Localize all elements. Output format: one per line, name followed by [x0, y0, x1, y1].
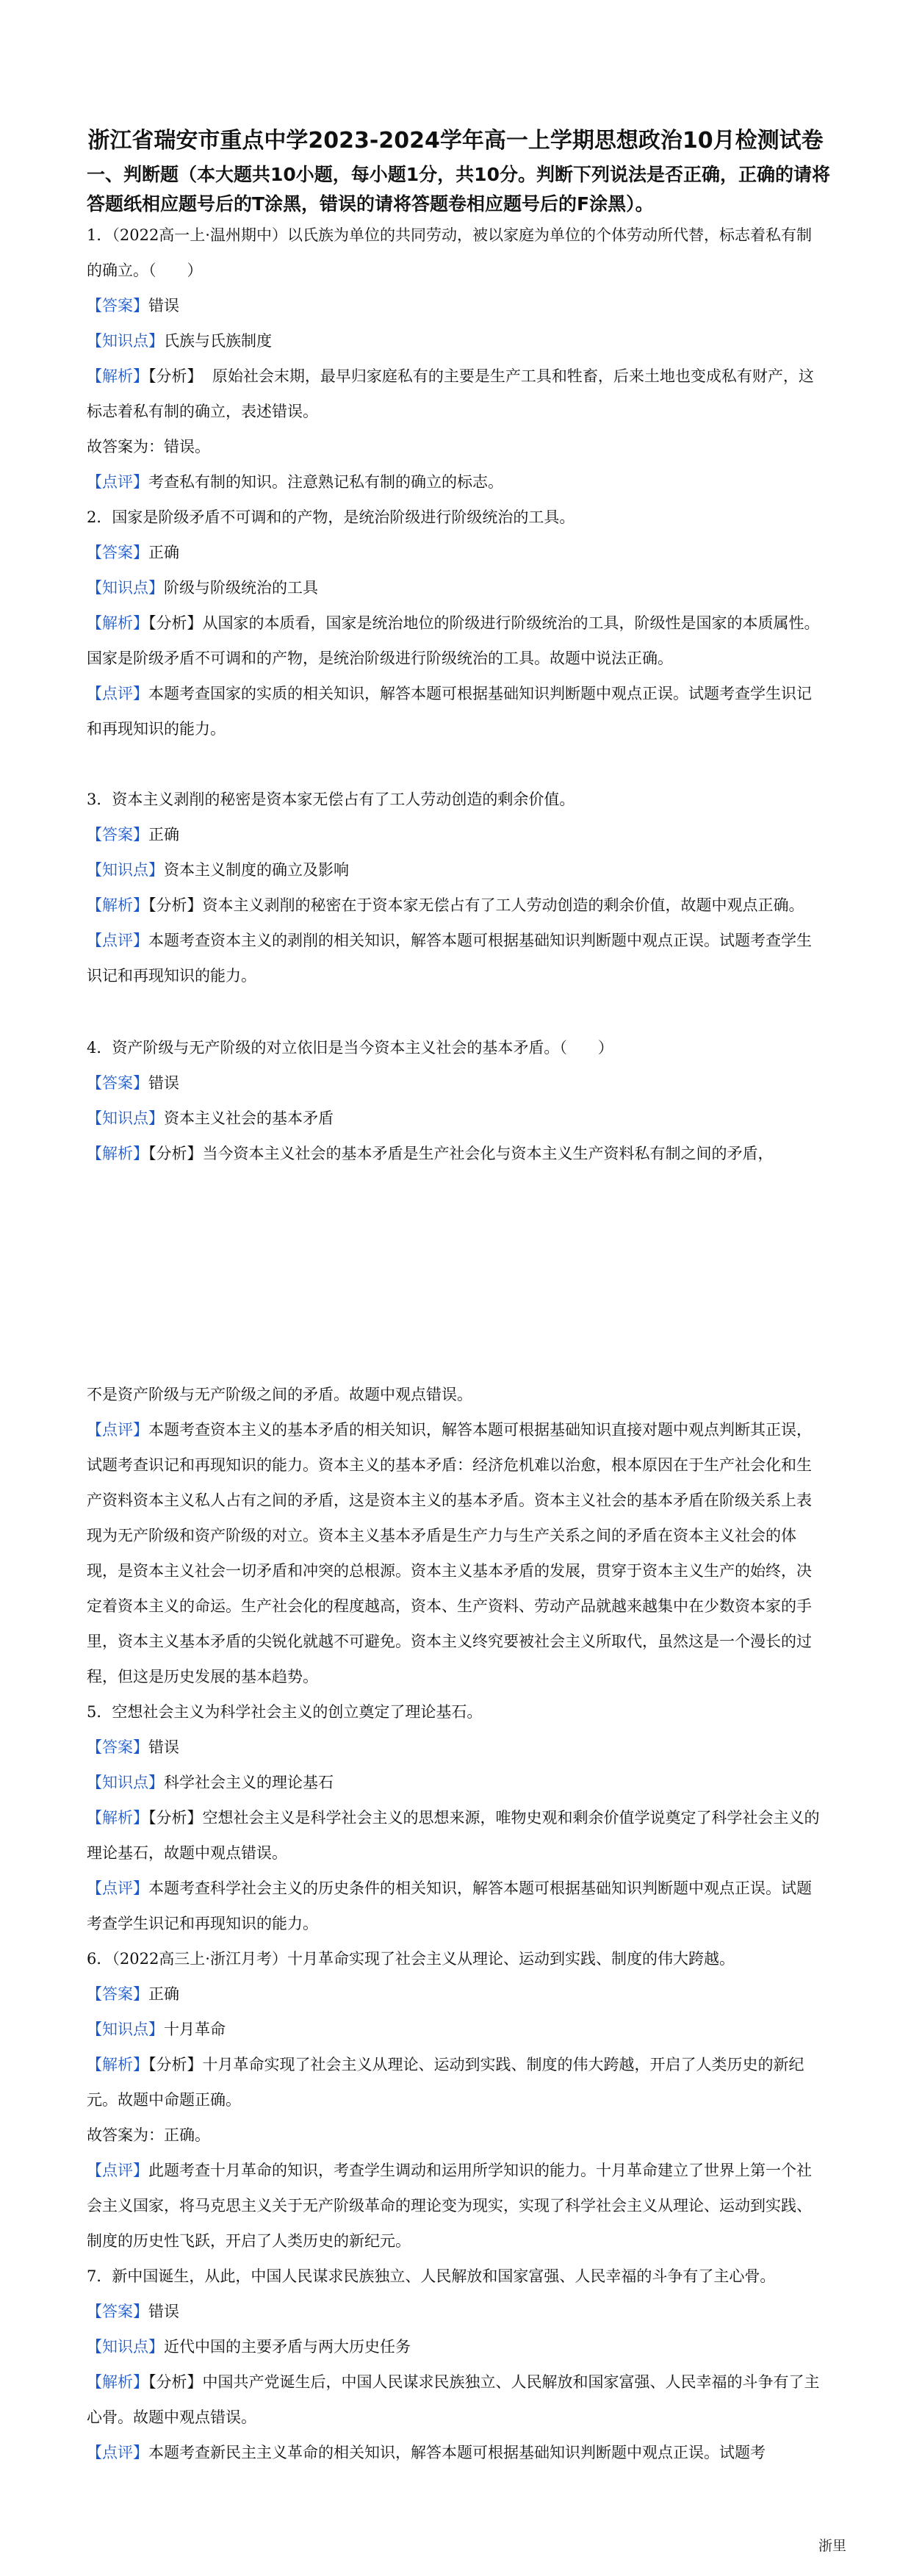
analysis-line: 【解析】【分析】当今资本主义社会的基本矛盾是生产社会化与资本主义生产资料私有制之间的矛盾， — [87, 1145, 774, 1162]
knowledge-point-line: 【知识点】近代中国的主要矛盾与两大历史任务 — [87, 2338, 411, 2356]
page-footer: 浙里 — [818, 2538, 846, 2554]
analysis-sub-label: 【分析】 — [148, 2373, 203, 2391]
answer-line: 【答案】正确 — [87, 826, 179, 843]
analysis-text: 资本主义剥削的秘密在于资本家无偿占有了工人劳动创造的剩余价值，故题中观点正确。 — [202, 896, 804, 914]
answer-line: 【答案】错误 — [87, 1074, 179, 1092]
knowledge-point-value: 阶级与阶级统治的工具 — [164, 579, 318, 597]
answer-label: 答案 — [102, 544, 133, 561]
comment-line: 【点评】本题考查新民主主义革命的相关知识，解答本题可根据基础知识判断题中观点正误。试题考 — [87, 2444, 766, 2461]
answer-line: 【答案】错误 — [87, 2303, 179, 2320]
knowledge-point-line: 【知识点】资本主义社会的基本矛盾 — [87, 1109, 334, 1127]
exam-title: 浙江省瑞安市重点中学2023-2024学年高一上学期思想政治10月检测试卷 — [87, 128, 824, 154]
knowledge-point-label: 知识点 — [102, 1774, 148, 1791]
comment-label: 点评 — [102, 473, 133, 491]
question-block-1 — [87, 217, 824, 500]
comment-text: 此题考查十月革命的知识，考查学生调动和运用所学知识的能力。十月革命建立了世界上第一个社会主义国家，将马克思主义关于无产阶级革命的理论变为现实，实现了科学社会主义从理论、运动到实践、制度的历史性飞跃，开启了人类历史的新纪元。 — [87, 2162, 812, 2250]
knowledge-point-line: 【知识点】十月革命 — [87, 2021, 226, 2038]
knowledge-point-label: 知识点 — [102, 1109, 148, 1127]
analysis-sub-label: 【分析】 — [148, 1809, 203, 1827]
analysis-sub-label: 【分析】 — [148, 2056, 203, 2073]
answer-label: 答案 — [102, 2303, 133, 2320]
analysis-line: 【解析】【分析】十月革命实现了社会主义从理论、运动到实践、制度的伟大跨越，开启了人类历史的新纪元。故题中命题正确。 — [87, 2056, 804, 2109]
question-block-4-continued — [87, 1377, 824, 1694]
comment-line: 【点评】本题考查科学社会主义的历史条件的相关知识，解答本题可根据基础知识判断题中观点正误。试题考查学生识记和再现知识的能力。 — [87, 1879, 812, 1932]
answer-value: 错误 — [148, 2303, 179, 2320]
knowledge-point-label: 知识点 — [102, 332, 148, 350]
analysis-line: 【解析】【分析】 原始社会末期，最早归家庭私有的主要是生产工具和牲畜，后来土地也变成私有财产，这标志着私有制的确立，表述错误。 — [87, 367, 814, 420]
analysis-text: 当今资本主义社会的基本矛盾是生产社会化与资本主义生产资料私有制之间的矛盾， — [202, 1145, 774, 1162]
comment-label: 点评 — [102, 932, 133, 949]
question-text: 2．国家是阶级矛盾不可调和的产物，是统治阶级进行阶级统治的工具。 — [87, 508, 575, 526]
answer-value: 正确 — [148, 826, 179, 843]
question-block-7 — [87, 2259, 824, 2470]
analysis-line: 【解析】【分析】资本主义剥削的秘密在于资本家无偿占有了工人劳动创造的剩余价值，故题中观点正确。 — [87, 896, 804, 914]
comment-label: 点评 — [102, 2444, 133, 2461]
question-block-6 — [87, 1941, 824, 2259]
question-text: 1．（2022高一上·温州期中）以氏族为单位的共同劳动，被以家庭为单位的个体劳动所代替，标志着私有制的确立。（ ） — [87, 226, 812, 279]
knowledge-point-line: 【知识点】氏族与氏族制度 — [87, 332, 272, 350]
question-block-3 — [87, 782, 824, 993]
section-heading: 一、判断题（本大题共10小题，每小题1分，共10分。判断下列说法是否正确，正确的请将答题纸相应题号后的T涂黑，错误的请将答题卷相应题号后的F涂黑）。 — [87, 164, 830, 215]
comment-line: 【点评】本题考查国家的实质的相关知识，解答本题可根据基础知识判断题中观点正误。试题考查学生识记和再现知识的能力。 — [87, 685, 812, 738]
analysis-text: 原始社会末期，最早归家庭私有的主要是生产工具和牲畜，后来土地也变成私有财产，这标志着私有制的确立，表述错误。 — [87, 367, 814, 420]
answer-value: 正确 — [148, 544, 179, 561]
knowledge-point-value: 十月革命 — [164, 2021, 226, 2038]
question-text: 4．资产阶级与无产阶级的对立依旧是当今资本主义社会的基本矛盾。（ ） — [87, 1039, 613, 1057]
answer-value: 错误 — [148, 297, 179, 314]
answer-value: 错误 — [148, 1738, 179, 1756]
comment-line: 【点评】本题考查资本主义的基本矛盾的相关知识，解答本题可根据基础知识直接对题中观点判断其正误，试题考查识记和再现知识的能力。资本主义的基本矛盾：经济危机难以治愈，根本原因在于生产社会化和生产资料资本主义私人占有之间的矛盾，这是资本主义的基本矛盾。资本主义社会的基本矛盾在阶级关系上表现为无产阶级和资产阶级的对立。资本主义基本矛盾是生产力与生产关系之间的矛盾在资本主义社会的体现，是资本主义社会一切矛盾和冲突的总根源。资本主义基本矛盾的发展，贯穿于资本主义生产的始终，决定着资本主义的命运。生产社会化的程度越高，资本、生产资料、劳动产品就越来越集中在少数资本家的手里，资本主义基本矛盾的尖锐化就越不可避免。资本主义终究要被社会主义所取代，虽然这是一个漫长的过程，但这是历史发展的基本趋势。 — [87, 1421, 812, 1685]
analysis-line: 【解析】【分析】中国共产党诞生后，中国人民谋求民族独立、人民解放和国家富强、人民幸福的斗争有了主心骨。故题中观点错误。 — [87, 2373, 820, 2426]
comment-label: 点评 — [102, 1421, 133, 1439]
analysis-continued: 不是资产阶级与无产阶级之间的矛盾。故题中观点错误。 — [87, 1386, 472, 1403]
analysis-text: 十月革命实现了社会主义从理论、运动到实践、制度的伟大跨越，开启了人类历史的新纪元。故题中命题正确。 — [87, 2056, 804, 2109]
knowledge-point-label: 知识点 — [102, 2021, 148, 2038]
analysis-text: 中国共产党诞生后，中国人民谋求民族独立、人民解放和国家富强、人民幸福的斗争有了主心骨。故题中观点错误。 — [87, 2373, 820, 2426]
knowledge-point-value: 资本主义制度的确立及影响 — [164, 861, 349, 879]
comment-label: 点评 — [102, 1879, 133, 1897]
answer-value: 错误 — [148, 1074, 179, 1092]
comment-text: 考查私有制的知识。注意熟记私有制的确立的标志。 — [148, 473, 503, 491]
answer-label: 答案 — [102, 1738, 133, 1756]
comment-line: 【点评】此题考查十月革命的知识，考查学生调动和运用所学知识的能力。十月革命建立了世界上第一个社会主义国家，将马克思主义关于无产阶级革命的理论变为现实，实现了科学社会主义从理论、运动到实践、制度的历史性飞跃，开启了人类历史的新纪元。 — [87, 2162, 812, 2250]
knowledge-point-label: 知识点 — [102, 2338, 148, 2356]
answer-label: 答案 — [102, 826, 133, 843]
answer-label: 答案 — [102, 297, 133, 314]
analysis-text: 空想社会主义是科学社会主义的思想来源，唯物史观和剩余价值学说奠定了科学社会主义的理论基石，故题中观点错误。 — [87, 1809, 820, 1862]
knowledge-point-value: 科学社会主义的理论基石 — [164, 1774, 334, 1791]
analysis-label: 解析 — [102, 367, 133, 385]
answer-label: 答案 — [102, 1074, 133, 1092]
analysis-label: 解析 — [102, 896, 133, 914]
answer-line: 【答案】正确 — [87, 544, 179, 561]
answer-value: 正确 — [148, 1985, 179, 2003]
answer-line: 【答案】错误 — [87, 1738, 179, 1756]
answer-line: 【答案】错误 — [87, 297, 179, 314]
extra-line: 故答案为：错误。 — [87, 438, 210, 456]
analysis-label: 解析 — [102, 1145, 133, 1162]
analysis-sub-label: 【分析】 — [148, 896, 203, 914]
analysis-line: 【解析】【分析】空想社会主义是科学社会主义的思想来源，唯物史观和剩余价值学说奠定了科学社会主义的理论基石，故题中观点错误。 — [87, 1809, 820, 1862]
analysis-text: 从国家的本质看，国家是统治地位的阶级进行阶级统治的工具，阶级性是国家的本质属性。国家是阶级矛盾不可调和的产物，是统治阶级进行阶级统治的工具。故题中说法正确。 — [87, 614, 820, 667]
comment-text: 本题考查科学社会主义的历史条件的相关知识，解答本题可根据基础知识判断题中观点正误。试题考查学生识记和再现知识的能力。 — [87, 1879, 812, 1932]
knowledge-point-line: 【知识点】科学社会主义的理论基石 — [87, 1774, 334, 1791]
analysis-sub-label: 【分析】 — [148, 614, 203, 632]
comment-line: 【点评】本题考查资本主义的剥削的相关知识，解答本题可根据基础知识判断题中观点正误。试题考查学生识记和再现知识的能力。 — [87, 932, 812, 985]
question-text: 5．空想社会主义为科学社会主义的创立奠定了理论基石。 — [87, 1703, 483, 1721]
comment-label: 点评 — [102, 685, 133, 702]
analysis-sub-label: 【分析】 — [148, 1145, 203, 1162]
comment-label: 点评 — [102, 2162, 133, 2179]
comment-text: 本题考查国家的实质的相关知识，解答本题可根据基础知识判断题中观点正误。试题考查学生识记和再现知识的能力。 — [87, 685, 812, 738]
answer-label: 答案 — [102, 1985, 133, 2003]
analysis-label: 解析 — [102, 2056, 133, 2073]
question-text: 6．（2022高三上·浙江月考）十月革命实现了社会主义从理论、运动到实践、制度的伟大跨越。 — [87, 1950, 735, 1968]
comment-text: 本题考查新民主主义革命的相关知识，解答本题可根据基础知识判断题中观点正误。试题考 — [148, 2444, 766, 2461]
question-text: 7．新中国诞生，从此，中国人民谋求民族独立、人民解放和国家富强、人民幸福的斗争有了主心骨。 — [87, 2267, 776, 2285]
answer-line: 【答案】正确 — [87, 1985, 179, 2003]
comment-text: 本题考查资本主义的基本矛盾的相关知识，解答本题可根据基础知识直接对题中观点判断其正误，试题考查识记和再现知识的能力。资本主义的基本矛盾：经济危机难以治愈，根本原因在于生产社会化和生产资料资本主义私人占有之间的矛盾，这是资本主义的基本矛盾。资本主义社会的基本矛盾在阶级关系上表现为无产阶级和资产阶级的对立。资本主义基本矛盾是生产力与生产关系之间的矛盾在资本主义社会的体现，是资本主义社会一切矛盾和冲突的总根源。资本主义基本矛盾的发展，贯穿于资本主义生产的始终，决定着资本主义的命运。生产社会化的程度越高，资本、生产资料、劳动产品就越来越集中在少数资本家的手里，资本主义基本矛盾的尖锐化就越不可避免。资本主义终究要被社会主义所取代，虽然这是一个漫长的过程，但这是历史发展的基本趋势。 — [87, 1421, 812, 1685]
analysis-label: 解析 — [102, 614, 133, 632]
knowledge-point-line: 【知识点】阶级与阶级统治的工具 — [87, 579, 318, 597]
analysis-line: 【解析】【分析】从国家的本质看，国家是统治地位的阶级进行阶级统治的工具，阶级性是国家的本质属性。国家是阶级矛盾不可调和的产物，是统治阶级进行阶级统治的工具。故题中说法正确。 — [87, 614, 820, 667]
knowledge-point-label: 知识点 — [102, 579, 148, 597]
question-block-2 — [87, 500, 824, 746]
knowledge-point-line: 【知识点】资本主义制度的确立及影响 — [87, 861, 349, 879]
comment-text: 本题考查资本主义的剥削的相关知识，解答本题可根据基础知识判断题中观点正误。试题考查学生识记和再现知识的能力。 — [87, 932, 812, 985]
knowledge-point-value: 氏族与氏族制度 — [164, 332, 272, 350]
analysis-label: 解析 — [102, 2373, 133, 2391]
knowledge-point-value: 资本主义社会的基本矛盾 — [164, 1109, 334, 1127]
extra-line: 故答案为：正确。 — [87, 2126, 210, 2144]
question-block-5 — [87, 1694, 824, 1941]
question-text: 3．资本主义剥削的秘密是资本家无偿占有了工人劳动创造的剩余价值。 — [87, 791, 575, 808]
knowledge-point-value: 近代中国的主要矛盾与两大历史任务 — [164, 2338, 411, 2356]
analysis-sub-label: 【分析】 — [148, 367, 203, 385]
question-block-4 — [87, 1030, 824, 1171]
comment-line: 【点评】考查私有制的知识。注意熟记私有制的确立的标志。 — [87, 473, 503, 491]
analysis-label: 解析 — [102, 1809, 133, 1827]
knowledge-point-label: 知识点 — [102, 861, 148, 879]
